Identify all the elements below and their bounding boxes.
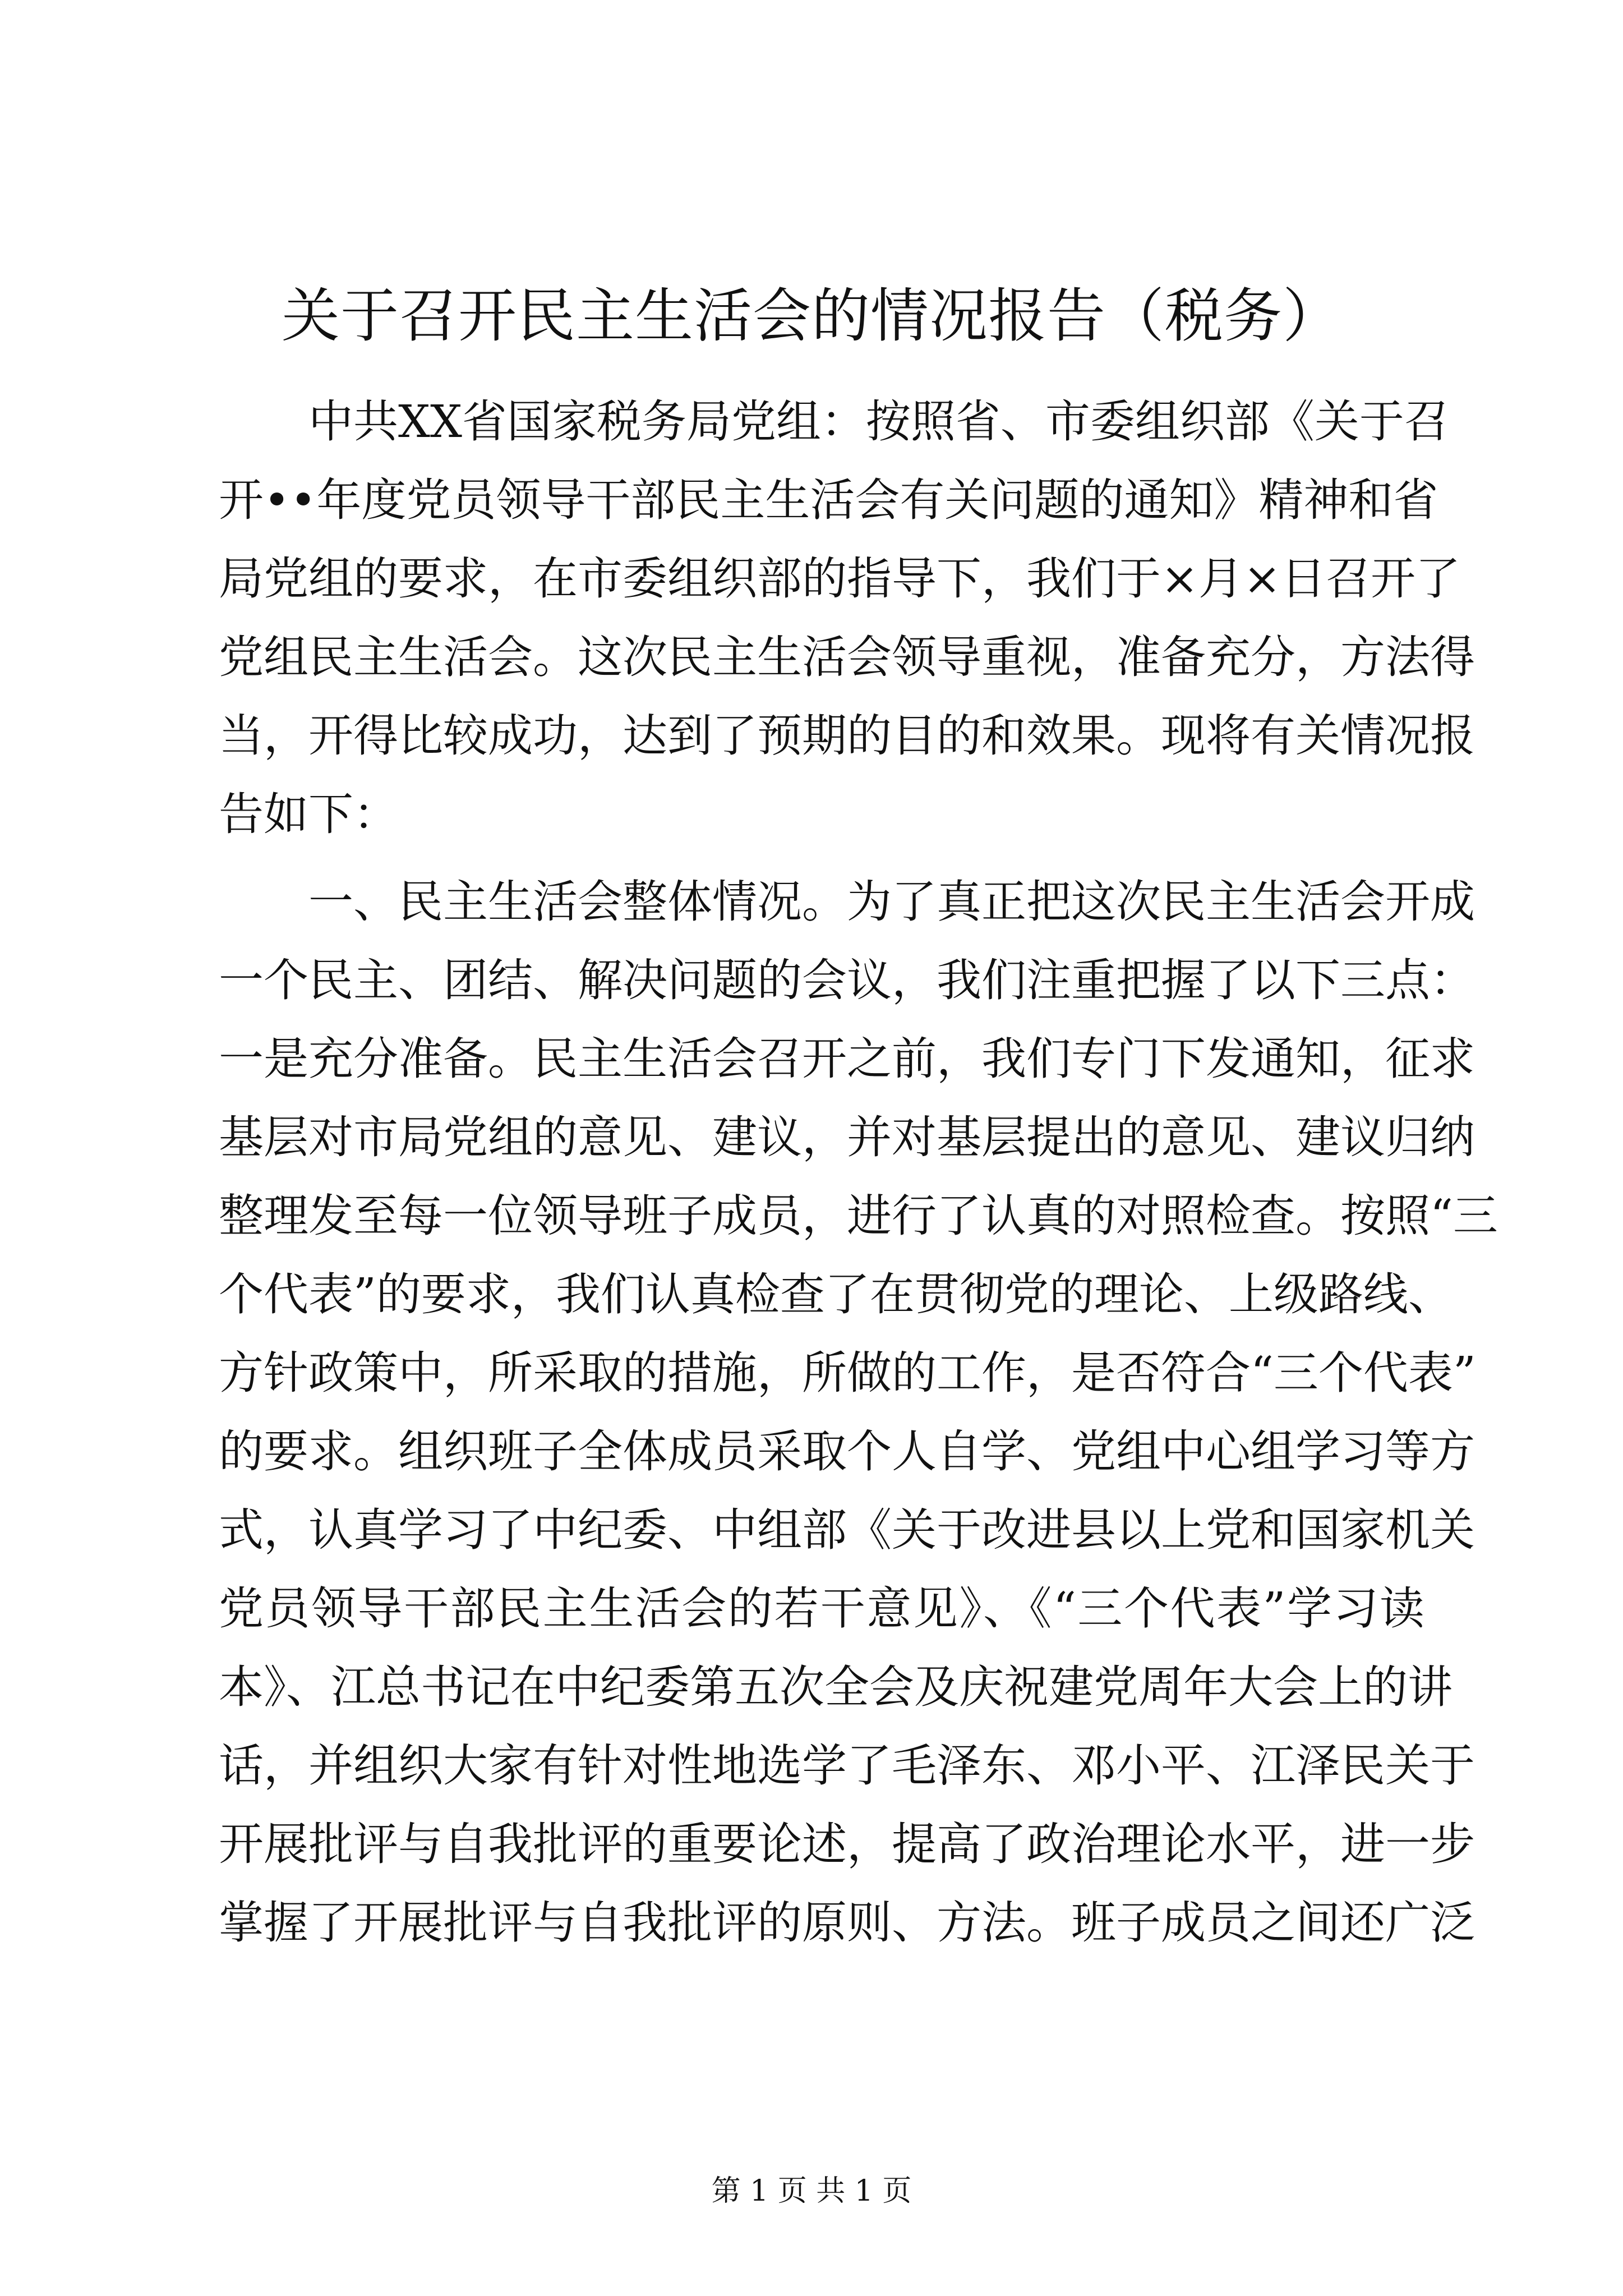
body-line-12: 个代表”的要求，我们认真检查了在贯彻党的理论、上级路线、 <box>219 1268 1453 1320</box>
body-line-18: 话，并组织大家有针对性地选学了毛泽东、邓小平、江泽民关于 <box>219 1740 1475 1792</box>
body-line-11: 整理发至每一位领导班子成员，进行了认真的对照检查。按照“三 <box>219 1190 1498 1242</box>
document-title: 关于召开民主生活会的情况报告（税务） <box>281 282 1341 350</box>
page-footer: 第 1 页 共 1 页 <box>711 2174 912 2208</box>
body-line-19: 开展批评与自我批评的重要论述，提高了政治理论水平，进一步 <box>219 1818 1475 1870</box>
body-line-5: 当，开得比较成功，达到了预期的目的和效果。现将有关情况报 <box>219 710 1475 762</box>
body-line-4: 党组民主生活会。这次民主生活会领导重视，准备充分，方法得 <box>219 631 1475 683</box>
body-line-17: 本》、江总书记在中纪委第五次全会及庆祝建党周年大会上的讲 <box>219 1661 1453 1713</box>
body-line-7: 一、民主生活会整体情况。为了真正把这次民主生活会开成 <box>308 876 1475 928</box>
body-line-9: 一是充分准备。民主生活会召开之前，我们专门下发通知，征求 <box>219 1033 1475 1085</box>
body-line-16: 党员领导干部民主生活会的若干意见》、《“三个代表”学习读 <box>219 1582 1424 1635</box>
body-line-14: 的要求。组织班子全体成员采取个人自学、党组中心组学习等方 <box>219 1425 1475 1478</box>
body-line-3: 局党组的要求，在市委组织部的指导下，我们于×月×日召开了 <box>219 553 1461 605</box>
body-line-10: 基层对市局党组的意见、建议，并对基层提出的意见、建议归纳 <box>219 1111 1475 1163</box>
body-line-6: 告如下： <box>219 788 398 840</box>
body-line-2: 开••年度党员领导干部民主生活会有关问题的通知》精神和省 <box>219 474 1438 526</box>
body-line-13: 方针政策中，所采取的措施，所做的工作，是否符合“三个代表” <box>219 1347 1476 1399</box>
body-line-15: 式，认真学习了中纪委、中组部《关于改进县以上党和国家机关 <box>219 1504 1475 1556</box>
body-line-20: 掌握了开展批评与自我批评的原则、方法。班子成员之间还广泛 <box>219 1897 1475 1949</box>
body-line-1: 中共XX省国家税务局党组：按照省、市委组织部《关于召 <box>308 395 1449 448</box>
body-line-8: 一个民主、团结、解决问题的会议，我们注重把握了以下三点： <box>219 954 1475 1006</box>
